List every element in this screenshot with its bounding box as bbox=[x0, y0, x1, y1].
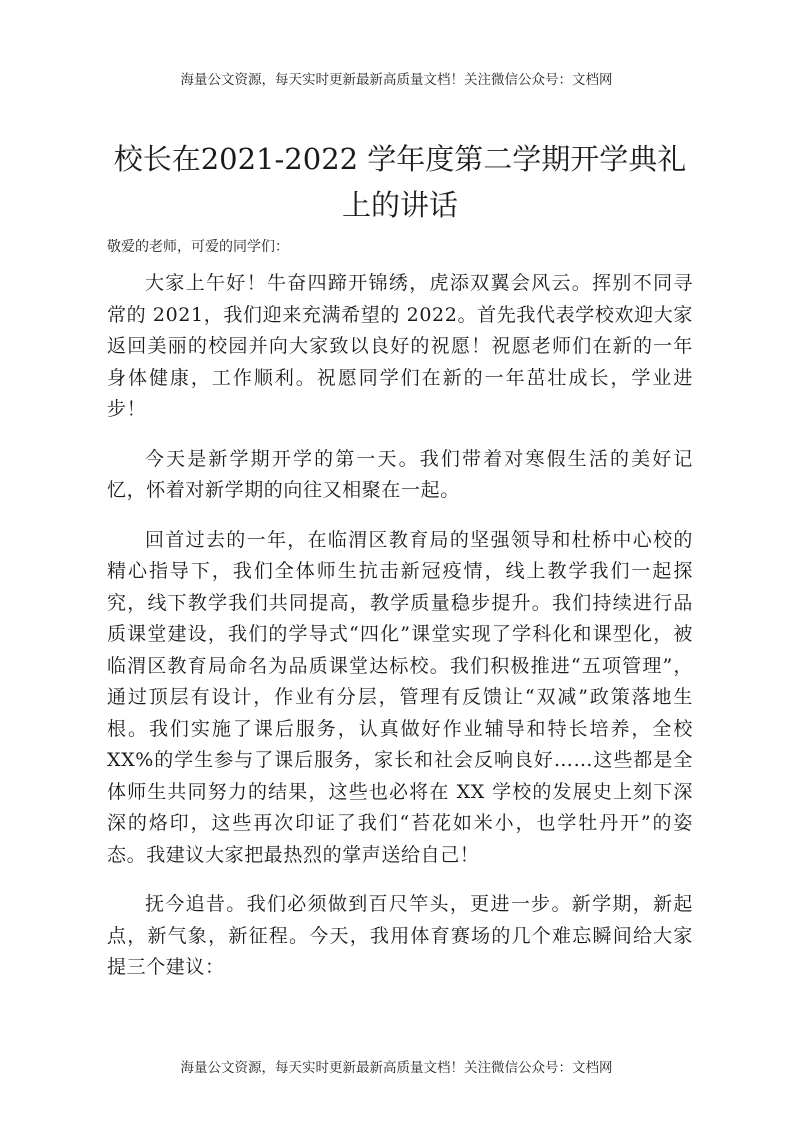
document-body bbox=[107, 268, 693, 1002]
paragraph: 今天是新学期开学的第一天。我们带着对寒假生活的美好记忆，怀着对新学期的向往又相聚在一起。 bbox=[107, 447, 693, 501]
page-footer: 海量公文资源，每天实时更新最新高质量文档！关注微信公众号：文档网 bbox=[180, 1060, 613, 1076]
page-header: 海量公文资源，每天实时更新最新高质量文档！关注微信公众号：文档网 bbox=[180, 72, 613, 88]
document-title: 校长在2021-2022 学年度第二学期开学典礼上的讲话 bbox=[113, 142, 687, 222]
paragraph: 回首过去的一年，在临渭区教育局的坚强领导和杜桥中心校的精心指导下，我们全体师生抗击新冠疫情，线上教学我们一起探究，线下教学我们共同提高，教学质量稳步提升。我们持续进行品质课堂建设，我们的学导式“四化”课堂实现了学科化和课型化，被临渭区教育局命名为品质课堂达标校。我们积极推进“五项管理”，通过顶层有设计，作业有分层，管理有反馈让“双减”政策落地生根。我们实施了课后服务，认真做好作业辅导和特长培养，全校 XX%的学生参与了课后服务，家长和社会反响良好……这些都是全体师生共同努力的结果，这些也必将在 XX 学校的发展史上刻下深深的烙印，这些再次印证了我们“苔花如米小，也学牡丹开”的姿态。我建议大家把最热烈的掌声送给自己！ bbox=[107, 528, 693, 866]
paragraph: 大家上午好！牛奋四蹄开锦绣，虎添双翼会风云。挥别不同寻常的 2021，我们迎来充满希望的 2022。首先我代表学校欢迎大家返回美丽的校园并向大家致以良好的祝愿！祝愿老师们在新的一年身体健康，工作顺利。祝愿同学们在新的一年茁壮成长，学业进步！ bbox=[107, 272, 693, 420]
salutation: 敬爱的老师，可爱的同学们： bbox=[107, 239, 289, 255]
paragraph: 抚今追昔。我们必须做到百尺竿头，更进一步。新学期，新起点，新气象，新征程。今天，我用体育赛场的几个难忘瞬间给大家提三个建议： bbox=[107, 893, 693, 978]
